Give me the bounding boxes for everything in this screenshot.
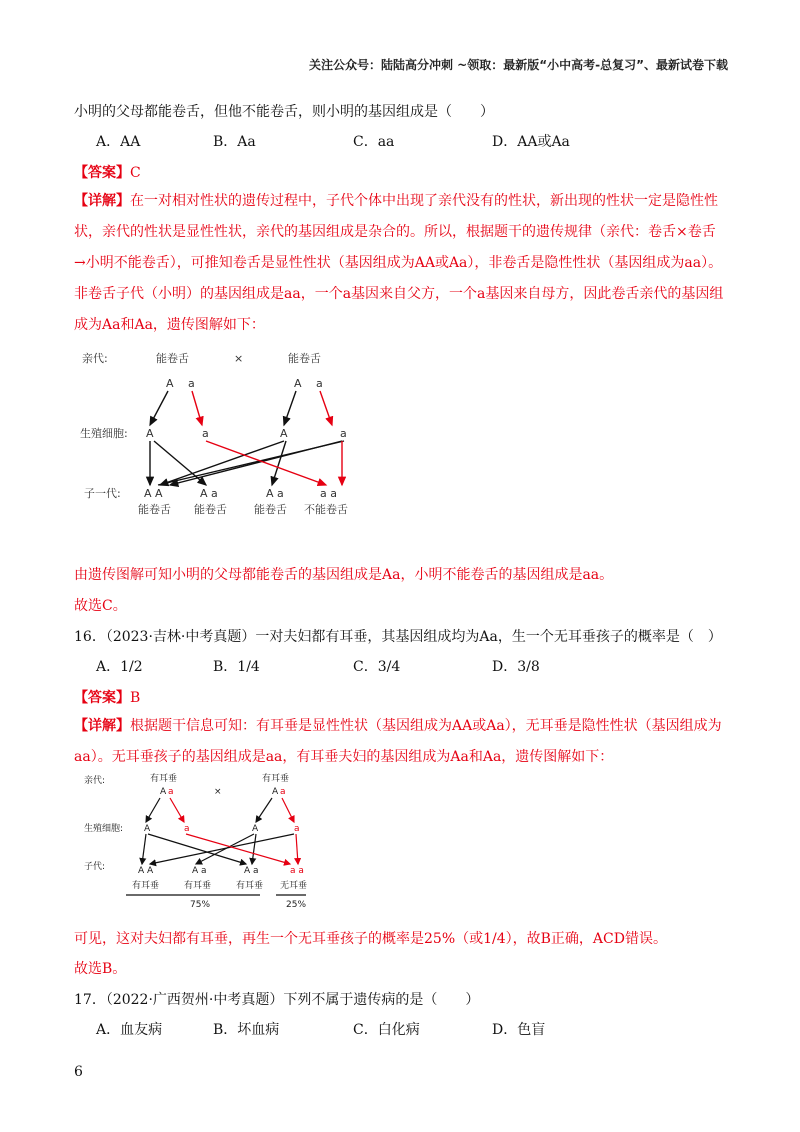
- child-trait-4: 不能卷舌: [304, 503, 348, 516]
- q17-option-a: A．血友病: [96, 1022, 163, 1038]
- child-genes-2: A a: [200, 487, 218, 500]
- father-gene-a: a: [168, 787, 174, 797]
- row-label-parent: 亲代:: [82, 352, 108, 365]
- gamete-a-mother: a: [340, 427, 347, 440]
- father-gene-A: A: [166, 377, 174, 390]
- inheritance-diagram-q15: [80, 345, 380, 525]
- q17-option-d: D．色盲: [492, 1022, 546, 1038]
- gamete-a-father: a: [184, 824, 190, 834]
- q15-option-b: B．Aa: [213, 134, 256, 150]
- cross-symbol: ×: [234, 352, 244, 365]
- child-trait-3: 有耳垂: [236, 881, 264, 891]
- detail-label: 【详解】: [74, 718, 130, 734]
- detail-label: 【详解】: [74, 193, 130, 209]
- q16-detail: [74, 711, 724, 773]
- q16-answer: [74, 687, 140, 707]
- child-genes-1: A A: [144, 487, 163, 500]
- parent-trait-father: 有耳垂: [150, 774, 178, 784]
- row-label-child: 子一代:: [84, 487, 121, 500]
- mother-gene-A: A: [272, 787, 279, 797]
- q16-number: 16．: [74, 629, 106, 645]
- q16-source: （2023·吉林·中考真题）: [105, 629, 256, 645]
- inheritance-diagram-q16: [80, 770, 340, 915]
- q16-option-b: B．1/4: [213, 659, 260, 675]
- q15-conclusion: 由遗传图解可知小明的父母都能卷舌的基因组成是Aa，小明不能卷舌的基因组成是aa。: [74, 567, 614, 583]
- row-label-child: 子代:: [84, 862, 106, 872]
- pct-recessive: 25%: [286, 900, 307, 910]
- q16-option-c: C．3/4: [353, 659, 401, 675]
- child-genes-3: A a: [244, 866, 259, 876]
- child-genes-4: a a: [290, 866, 304, 876]
- q17-text: 下列不属于遗传病的是（ ）: [283, 992, 480, 1008]
- parent-trait-mother: 有耳垂: [262, 774, 290, 784]
- q16-conclusion: 可见，这对夫妇都有耳垂，再生一个无耳垂孩子的概率是25%（或1/4），故B正确，ACD错误。: [74, 931, 667, 947]
- child-genes-4: a a: [320, 487, 337, 500]
- father-gene-a: a: [188, 377, 195, 390]
- q15-stem: 小明的父母都能卷舌，但他不能卷舌，则小明的基因组成是（ ）: [74, 104, 494, 120]
- q17-option-c: C．白化病: [353, 1022, 420, 1038]
- child-trait-3: 能卷舌: [254, 503, 287, 516]
- q16-option-d: D．3/8: [492, 659, 540, 675]
- row-label-parent: 亲代:: [84, 776, 106, 786]
- q17-source: （2022·广西贺州·中考真题）: [105, 992, 284, 1008]
- gamete-a-father: a: [202, 427, 209, 440]
- gamete-A-mother: A: [252, 824, 259, 834]
- q17-number: 17．: [74, 992, 106, 1008]
- gamete-A-father: A: [146, 427, 154, 440]
- q15-option-a: A．AA: [96, 134, 141, 150]
- q17-option-b: B．坏血病: [213, 1022, 280, 1038]
- child-trait-1: 能卷舌: [138, 503, 171, 516]
- q15-option-c: C．aa: [353, 134, 395, 150]
- child-genes-1: A A: [138, 866, 154, 876]
- mother-gene-A: A: [294, 377, 302, 390]
- gamete-A-mother: A: [280, 427, 288, 440]
- answer-value: B: [130, 690, 141, 706]
- answer-label: 【答案】: [74, 690, 130, 706]
- q15-detail: [74, 186, 724, 341]
- father-gene-A: A: [160, 787, 167, 797]
- parent-trait-mother: 能卷舌: [288, 352, 321, 365]
- child-trait-4: 无耳垂: [280, 881, 308, 891]
- detail-text: 根据题干信息可知：有耳垂是显性性状（基因组成为AA或Aa），无耳垂是隐性性状（基因组成为aa）。无耳垂孩子的基因组成是aa，有耳垂夫妇的基因组成为Aa和Aa，遗传图解如下：: [74, 718, 722, 765]
- q15-answer: [74, 162, 141, 182]
- page-header: 关注公众号：陆陆高分冲刺 ~领取：最新版“小中高考-总复习”、最新试卷下载: [309, 58, 728, 72]
- gamete-a-mother: a: [294, 824, 300, 834]
- pct-dominant: 75%: [190, 900, 211, 910]
- page-number: 6: [74, 1064, 83, 1080]
- q16-final: 故选B。: [74, 961, 127, 977]
- q16-stem: [74, 626, 722, 646]
- child-trait-2: 有耳垂: [184, 881, 212, 891]
- answer-value: C: [130, 165, 141, 181]
- q17-stem: [74, 989, 479, 1009]
- gamete-A-father: A: [144, 824, 151, 834]
- answer-label: 【答案】: [74, 165, 130, 181]
- parent-trait-father: 能卷舌: [156, 352, 189, 365]
- child-trait-2: 能卷舌: [194, 503, 227, 516]
- cross-symbol: ×: [214, 787, 222, 797]
- q16-text: 一对夫妇都有耳垂，其基因组成均为Aa，生一个无耳垂孩子的概率是（ ）: [255, 629, 722, 645]
- q16-option-a: A．1/2: [96, 659, 143, 675]
- mother-gene-a: a: [280, 787, 286, 797]
- child-trait-1: 有耳垂: [132, 881, 160, 891]
- detail-text: 在一对相对性状的遗传过程中，子代个体中出现了亲代没有的性状，新出现的性状一定是隐性性状，亲代的性状是显性性状，亲代的基因组成是杂合的。所以，根据题干的遗传规律（亲代：卷舌×卷舌→小明不能卷舌），可推知卷舌是显性性状（基因组成为AA或Aa），非卷舌是隐性性状（基因组成为aa）。非卷舌子代（小明）的基因组成是aa，一个a基因来自父方，一个a基因来自母方，因此卷舌亲代的基因组成为Aa和Aa，遗传图解如下：: [74, 193, 724, 333]
- row-label-gamete: 生殖细胞:: [80, 427, 128, 440]
- child-genes-2: A a: [192, 866, 207, 876]
- q15-final: 故选C。: [74, 598, 127, 614]
- child-genes-3: A a: [266, 487, 284, 500]
- mother-gene-a: a: [316, 377, 323, 390]
- row-label-gamete: 生殖细胞:: [84, 824, 124, 834]
- q15-option-d: D．AA或Aa: [492, 134, 570, 150]
